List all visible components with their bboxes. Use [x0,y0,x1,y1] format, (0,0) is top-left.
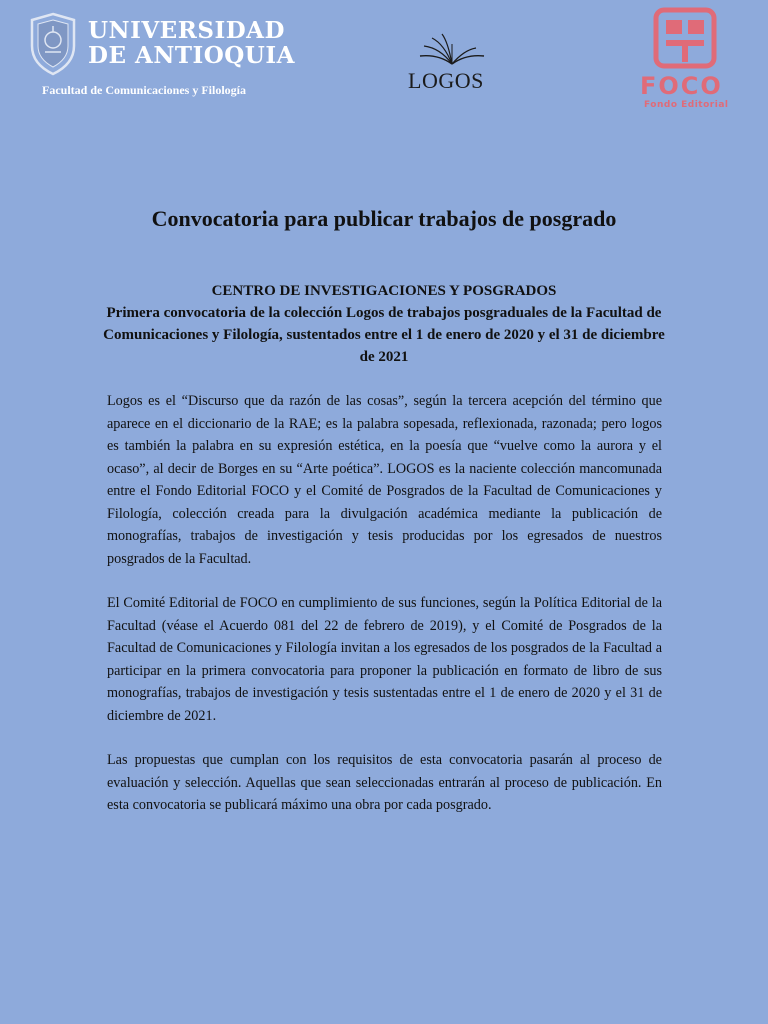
foco-brand-text: FOCO [640,72,723,100]
foco-subtitle: Fondo Editorial [644,100,729,110]
university-logo [28,10,308,105]
university-name-line1: UNIVERSIDAD [88,17,285,44]
paragraph-1: Logos es el “Discurso que da razón de las cosas”, según la tercera acepción del término que aparece en el diccionario de la RAE; es la palabra sopesada, reflexionada, razonada; pero logos es también la palabra en su expresión estética, en la poesía que “vuelve como la aurora y el ocaso”, al decir de Borges en su “Arte poética”. LOGOS es la naciente colección mancomunada entre el Fondo Editorial FOCO y el Comité de Posgrados de la Facultad de Comunicaciones y Filología, colección creada para la divulgación académica mediante la publicación de monografías, trabajos de investigación y tesis producidas por los egresados de nuestros posgrados de la Facultad. [107,393,662,567]
page-header [0,0,768,120]
center-heading: CENTRO DE INVESTIGACIONES Y POSGRADOS [211,283,557,299]
paragraph-2: El Comité Editorial de FOCO en cumplimiento de sus funciones, según la Política Editorial de la Facultad (véase el Acuerdo 081 del 22 de febrero de 2019), y el Comité de Posgrados de la Facultad de Comunicaciones y Filología invitan a los egresados de los posgrados de la Facultad a participar en la primera convocatoria para proponer la publicación en formato de libro de sus monografías, trabajos de investigación y tesis sustentadas entre el 1 de enero de 2020 y el 31 de diciembre de 2021. [107,595,662,724]
paragraph-3: Las propuestas que cumplan con los requisitos de esta convocatoria pasarán al proceso de evaluación y selección. Aquellas que sean seleccionadas entrarán al proceso de publicación. En esta convocatoria se publicará máximo una obra por cada posgrado. [107,752,662,813]
document-body [107,390,662,839]
page-title: Convocatoria para publicar trabajos de posgrado [151,206,617,231]
foco-mark-icon [636,6,736,72]
university-name-line2: DE ANTIOQUIA [88,42,295,69]
logos-collection-logo [402,30,502,100]
open-book-icon [402,30,502,70]
document-subheading [100,280,668,368]
university-name [88,18,295,68]
university-seal-icon [28,12,78,76]
foco-logo [636,6,736,112]
call-description: Primera convocatoria de la colección Logos de trabajos posgraduales de la Facultad de Comunicaciones y Filología, sustentados entre el 1 de enero de 2020 y el 31 de diciembre de 2021 [103,305,665,365]
logos-brand-text: LOGOS [408,68,484,93]
faculty-name: Facultad de Comunicaciones y Filología [42,83,246,97]
